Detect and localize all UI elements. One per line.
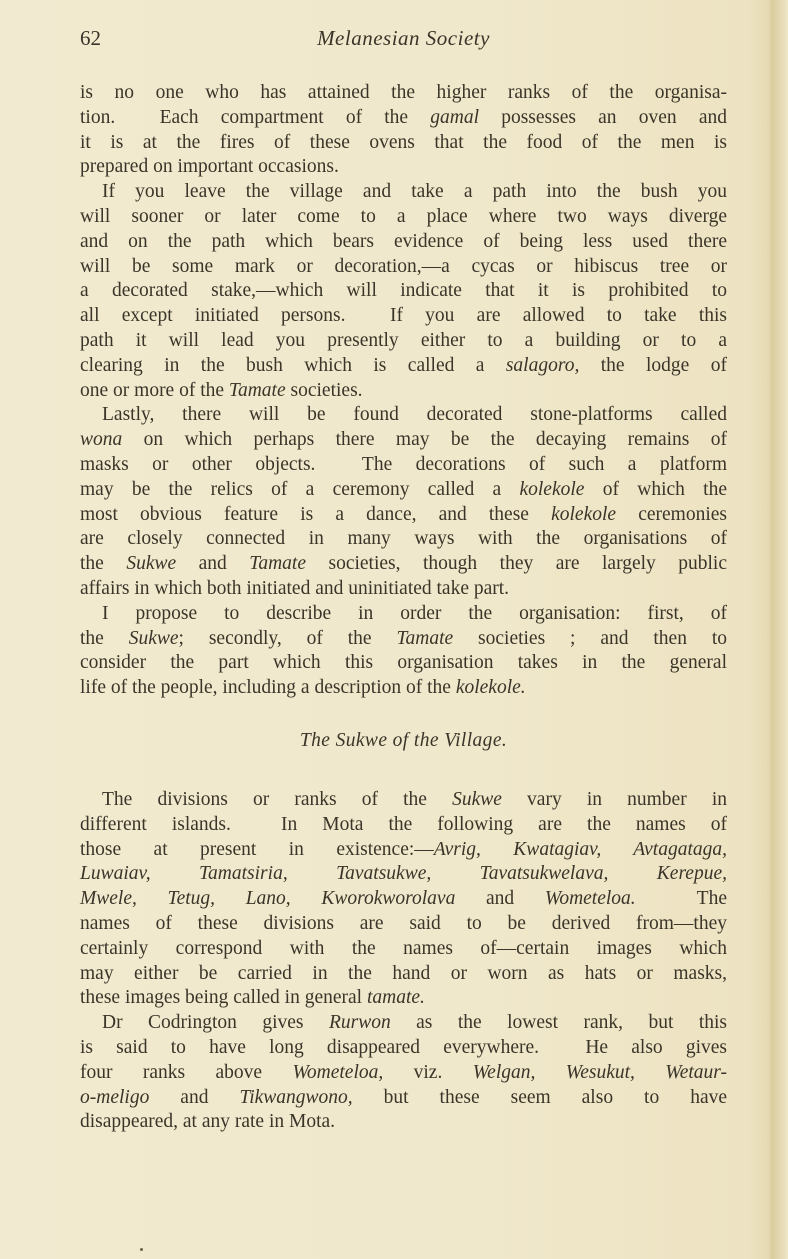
text-line [80, 427, 727, 452]
italic-term: Tamate [228, 379, 286, 401]
text-line [80, 961, 727, 986]
text-line [80, 675, 727, 700]
text-run: may be the relics of a ceremony called a [80, 478, 520, 500]
text-run: most obvious feature is a dance, and these [80, 503, 552, 525]
text-run: ; secondly, of the [178, 627, 397, 649]
text-run: as the lowest rank, but this [390, 1012, 728, 1034]
text-line [80, 502, 727, 527]
text-run: is said to have long disappeared everywhere. He also gives [80, 1037, 727, 1058]
text-run: the [80, 627, 129, 649]
text-run: will be some mark or decoration,—a cycas or hibiscus tree or [80, 255, 727, 277]
italic-term: Avrig, Kwatagiav, Avtagataga, [433, 838, 727, 860]
italic-term: Sukwe [128, 627, 179, 649]
text-line [80, 378, 727, 403]
text-run: societies, though they are largely public [306, 553, 728, 575]
text-run: path it will lead you presently either to a building or to a [80, 330, 727, 351]
italic-term: Tamate [396, 627, 454, 649]
text-line [80, 526, 727, 551]
page-header [80, 26, 727, 54]
text-line [80, 985, 727, 1010]
text-run: tion. Each compartment of the [80, 106, 431, 128]
text-line [80, 911, 727, 936]
text-run: I propose to describe in order the organisation: first, of [102, 602, 727, 624]
text-run: is no one who has attained the higher ranks of the organisa- [80, 82, 727, 103]
italic-term: gamal [430, 106, 480, 128]
italic-term: Luwaiav, Tamatsiria, Tavatsukwe, Tavatsukwelava, Kerepue, [80, 863, 727, 885]
italic-term: Tikwangwono, [239, 1086, 353, 1108]
text-run: the lodge of [579, 354, 727, 376]
italic-term: salagoro, [505, 354, 580, 376]
text-run: those at present in existence:— [80, 838, 434, 860]
italic-term: Tamate [249, 553, 306, 575]
italic-term: Welgan, Wesukut, Wetaur- [472, 1061, 727, 1083]
text-line [80, 105, 727, 130]
text-run: masks or other objects. The decorations of such a platform [80, 454, 727, 475]
text-line [80, 130, 727, 155]
italic-term: Mwele, Tetug, Lano, Kworokworolava [80, 888, 456, 910]
text-line [80, 936, 727, 961]
text-run: a decorated stake,—which will indicate that it is prohibited to [80, 280, 727, 302]
text-line [80, 278, 727, 303]
text-line [80, 837, 727, 862]
italic-term: kolekole. [455, 677, 526, 699]
text-line [80, 353, 727, 378]
text-line [80, 861, 727, 886]
text-line [80, 402, 727, 427]
text-run: clearing in the bush which is called a [80, 354, 506, 376]
text-run: and [176, 553, 250, 575]
text-run: of which the [584, 478, 727, 500]
text-line [80, 204, 727, 229]
text-run: The [635, 888, 727, 910]
text-run: and [455, 888, 545, 910]
text-line [80, 179, 727, 204]
text-run: different islands. In Mota the following are the names of [80, 813, 727, 835]
text-line [80, 1035, 727, 1060]
running-title: Melanesian Society [317, 26, 490, 50]
page-number: 62 [80, 26, 101, 50]
text-line [80, 154, 727, 179]
text-run: Lastly, there will be found decorated stone-platforms called [102, 404, 727, 426]
italic-term: o-meligo [80, 1086, 150, 1108]
text-run: societies. [285, 379, 363, 401]
text-line [80, 886, 727, 911]
text-line [80, 787, 727, 812]
italic-term: Wometeloa. [544, 888, 636, 910]
text-run: these images being called in general [80, 987, 367, 1009]
text-run: Dr Codrington gives [102, 1012, 329, 1034]
text-line [80, 303, 727, 328]
text-run: all except initiated persons. If you are allowed to take this [80, 305, 727, 327]
italic-term: Wometeloa, [292, 1061, 384, 1083]
text-line [80, 80, 727, 105]
text-run: affairs in which both initiated and uninitiated take part. [80, 578, 510, 599]
text-run: on which perhaps there may be the decaying remains of [122, 429, 727, 451]
text-line [80, 1060, 727, 1085]
text-run: disappeared, at any rate in Mota. [80, 1111, 336, 1133]
text-line [80, 254, 727, 279]
text-run: viz. [383, 1061, 473, 1083]
text-line [80, 650, 727, 675]
italic-term: tamate. [366, 987, 425, 1009]
text-run: it is at the fires of these ovens that the food of the men is [80, 131, 727, 153]
text-line [80, 1010, 727, 1035]
text-run: consider the part which this organisation takes in the general [80, 652, 727, 674]
text-run: and [149, 1086, 240, 1108]
text-line [80, 812, 727, 837]
text-line [80, 1085, 727, 1110]
italic-term: Rurwon [328, 1012, 391, 1034]
text-run: certainly correspond with the names of—certain images which [80, 937, 727, 959]
text-run: prepared on important occasions. [80, 156, 339, 178]
text-line [80, 477, 727, 502]
text-run: and on the path which bears evidence of being less used there [80, 230, 727, 252]
italic-term: Sukwe [452, 789, 502, 810]
text-run: will sooner or later come to a place where two ways diverge [80, 206, 727, 227]
text-run: societies ; and then to [453, 627, 727, 649]
italic-term: kolekole [551, 503, 617, 525]
text-run: names of these divisions are said to be derived from—they [80, 913, 727, 934]
section-heading: The Sukwe of the Village. [299, 730, 508, 751]
text-run: life of the people, including a description of the [80, 677, 456, 699]
italic-term: kolekole [519, 478, 585, 500]
text-run: but these seem also to have [352, 1086, 727, 1108]
text-run: may either be carried in the hand or worn as hats or masks, [80, 962, 727, 984]
text-line [80, 576, 727, 601]
italic-term: Sukwe [126, 553, 177, 575]
text-line [80, 1109, 727, 1134]
text-line [80, 452, 727, 477]
text-run: The divisions or ranks of the [102, 789, 453, 810]
text-run: possesses an oven and [479, 106, 727, 128]
text-line [80, 229, 727, 254]
text-line [80, 328, 727, 353]
italic-term: wona [80, 429, 123, 451]
text-run: four ranks above [80, 1061, 293, 1083]
text-run: vary in number in [501, 789, 727, 810]
scan-speck [140, 1248, 143, 1251]
text-run: ceremonies [616, 503, 727, 525]
text-run: one or more of the [80, 379, 229, 401]
text-run: If you leave the village and take a path into the bush you [102, 181, 727, 203]
text-line [80, 626, 727, 651]
text-line [80, 551, 727, 576]
text-run: are closely connected in many ways with the organisations of [80, 528, 727, 550]
text-run: the [80, 553, 127, 575]
text-line [80, 601, 727, 626]
